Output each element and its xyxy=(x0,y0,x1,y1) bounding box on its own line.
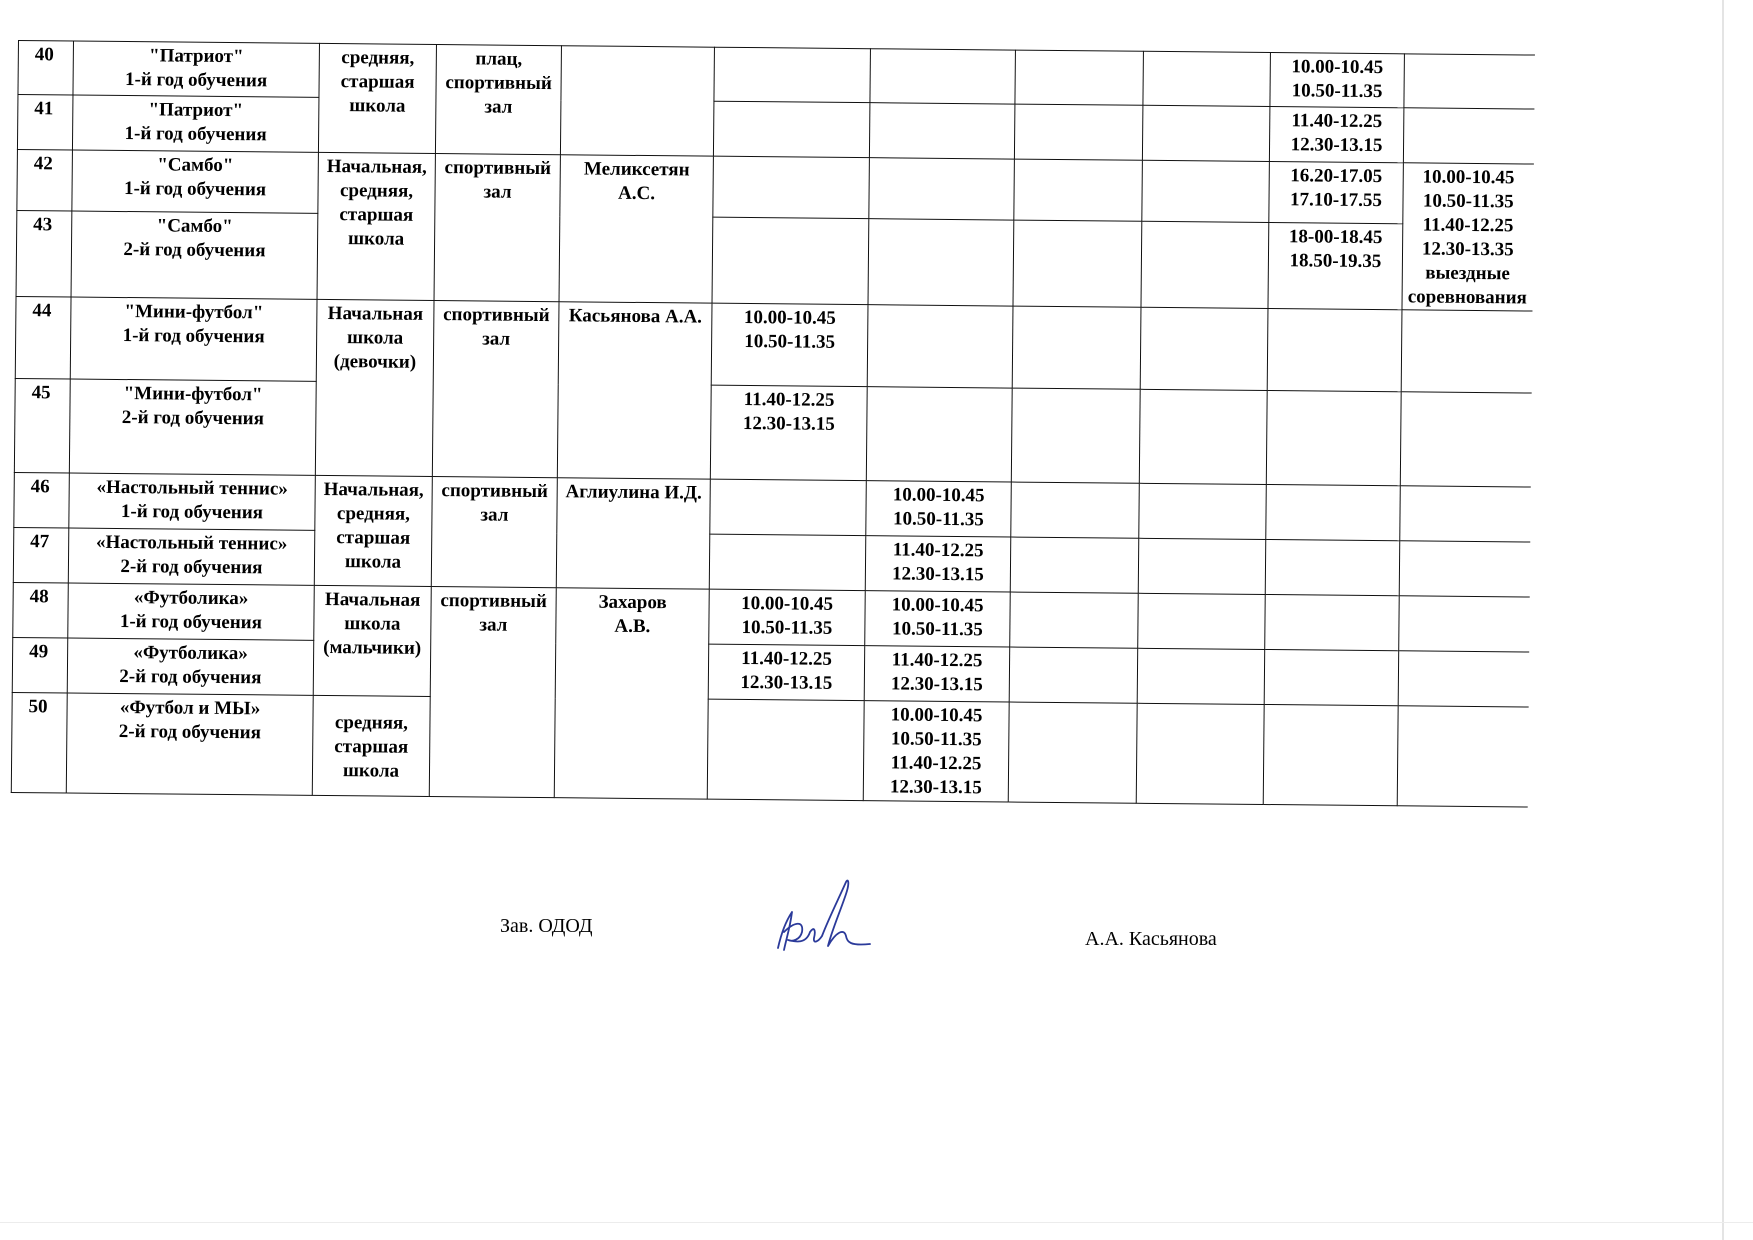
teacher: Касьянова А.А. xyxy=(557,302,712,479)
slot-mon: 11.40-12.25 12.30-13.15 xyxy=(708,644,865,700)
program-name: «Настольный теннис» 2-й год обучения xyxy=(68,528,315,585)
slot-wed xyxy=(1011,388,1140,483)
school-level: средняя, старшая школа xyxy=(312,695,430,796)
slot-sat xyxy=(1404,54,1535,109)
teacher: Захаров А.В. xyxy=(554,588,709,799)
slot-wed xyxy=(1011,482,1140,538)
signature-image xyxy=(770,870,880,960)
slot-thu xyxy=(1137,648,1265,704)
slot-thu xyxy=(1142,105,1270,161)
slot-fri xyxy=(1263,704,1398,805)
slot-sat xyxy=(1403,108,1534,164)
row-number: 44 xyxy=(15,296,71,379)
slot-tue xyxy=(866,387,1012,482)
slot-wed xyxy=(1008,702,1137,803)
slot-mon xyxy=(710,479,867,535)
slot-fri: 10.00-10.45 10.50-11.35 xyxy=(1270,53,1405,108)
slot-sat xyxy=(1399,541,1530,597)
slot-mon xyxy=(713,101,870,157)
school-level: Начальная, средняя, старшая школа xyxy=(314,475,432,586)
row-number: 43 xyxy=(16,211,72,297)
table-row xyxy=(16,211,1533,311)
schedule-table xyxy=(11,40,1535,808)
program-name: "Самбо" 2-й год обучения xyxy=(71,211,318,299)
slot-thu xyxy=(1143,51,1271,106)
slot-mon: 10.00-10.45 10.50-11.35 xyxy=(711,303,868,386)
location: спортивный зал xyxy=(429,586,556,797)
row-number: 50 xyxy=(11,692,67,793)
table-row xyxy=(15,296,1532,393)
slot-fri xyxy=(1264,649,1399,705)
slot-tue xyxy=(869,158,1015,221)
teacher: Меликсетян А.С. xyxy=(559,155,713,303)
signatory-name: А.А. Касьянова xyxy=(1085,928,1217,950)
slot-fri xyxy=(1266,391,1401,486)
slot-tue: 10.00-10.45 10.50-11.35 xyxy=(866,481,1012,537)
slot-fri xyxy=(1265,540,1400,596)
slot-fri xyxy=(1265,594,1400,650)
scan-bottom-edge xyxy=(0,1222,1753,1223)
slot-thu xyxy=(1136,703,1264,804)
slot-thu xyxy=(1139,483,1267,539)
row-number: 42 xyxy=(17,149,73,211)
slot-tue xyxy=(868,219,1014,306)
slot-mon: 11.40-12.25 12.30-13.15 xyxy=(710,385,867,480)
slot-wed xyxy=(1009,647,1138,703)
slot-tue: 11.40-12.25 12.30-13.15 xyxy=(864,646,1010,702)
slot-thu xyxy=(1139,389,1267,484)
slot-mon: 10.00-10.45 10.50-11.35 xyxy=(709,589,866,645)
row-number: 49 xyxy=(12,637,68,693)
location: спортивный зал xyxy=(434,154,560,302)
school-level: Начальная, средняя, старшая школа xyxy=(317,152,435,300)
table-row xyxy=(11,692,1528,807)
program-name: "Мини-футбол" 2-й год обучения xyxy=(69,379,316,475)
slot-tue: 10.00-10.45 10.50-11.35 11.40-12.25 12.30-13.15 xyxy=(863,701,1009,802)
slot-thu xyxy=(1140,307,1268,390)
row-number: 40 xyxy=(18,41,74,96)
position-title: Зав. ОДОД xyxy=(500,915,593,937)
slot-thu xyxy=(1138,538,1266,594)
slot-fri xyxy=(1266,485,1401,541)
slot-mon xyxy=(712,218,869,305)
slot-wed xyxy=(1010,592,1139,648)
slot-fri xyxy=(1267,309,1402,392)
program-name: «Футбол и МЫ» 2-й год обучения xyxy=(66,693,313,795)
slot-sat xyxy=(1400,486,1531,542)
slot-wed xyxy=(1015,50,1144,105)
program-name: "Патриот" 1-й год обучения xyxy=(73,41,320,97)
slot-thu xyxy=(1142,160,1270,223)
row-number: 47 xyxy=(13,527,69,583)
slot-thu xyxy=(1141,222,1269,309)
slot-sat xyxy=(1397,706,1528,807)
school-level: Начальная школа (мальчики) xyxy=(313,585,431,696)
table-row xyxy=(14,378,1531,487)
slot-tue xyxy=(869,103,1015,159)
program-name: «Настольный теннис» 1-й год обучения xyxy=(69,473,316,530)
slot-mon xyxy=(707,699,864,800)
slot-mon xyxy=(713,156,870,219)
teacher xyxy=(560,46,714,156)
slot-sat: 10.00-10.45 10.50-11.35 11.40-12.25 12.30-13.35 выездные соревнования xyxy=(1402,163,1533,311)
location: спортивный зал xyxy=(432,301,559,478)
program-name: «Футболика» 2-й год обучения xyxy=(67,638,314,695)
slot-sat xyxy=(1399,596,1530,652)
program-name: "Мини-футбол" 1-й год обучения xyxy=(70,297,317,381)
slot-wed xyxy=(1010,537,1139,593)
row-number: 46 xyxy=(14,472,70,528)
slot-wed xyxy=(1014,159,1143,222)
slot-tue xyxy=(867,305,1013,388)
location: плац, спортивный зал xyxy=(435,45,561,155)
slot-sat xyxy=(1401,310,1532,393)
slot-fri: 18-00-18.45 18.50-19.35 xyxy=(1268,223,1403,310)
program-name: "Патриот" 1-й год обучения xyxy=(72,95,319,152)
slot-mon xyxy=(709,534,866,590)
slot-mon xyxy=(714,47,871,102)
slot-sat xyxy=(1398,651,1529,707)
slot-tue xyxy=(870,49,1016,104)
location: спортивный зал xyxy=(431,476,557,587)
row-number: 48 xyxy=(13,582,69,638)
slot-sat xyxy=(1400,392,1531,487)
program-name: «Футболика» 1-й год обучения xyxy=(68,583,315,640)
signature-stroke xyxy=(778,881,870,951)
slot-fri: 16.20-17.05 17.10-17.55 xyxy=(1269,162,1404,225)
row-number: 41 xyxy=(17,95,73,151)
slot-fri: 11.40-12.25 12.30-13.15 xyxy=(1269,107,1404,163)
slot-tue: 10.00-10.45 10.50-11.35 xyxy=(865,591,1011,647)
slot-wed xyxy=(1013,220,1142,307)
school-level: Начальная школа (девочки) xyxy=(315,299,434,476)
row-number: 45 xyxy=(14,378,70,473)
slot-wed xyxy=(1012,306,1141,389)
slot-wed xyxy=(1014,104,1143,160)
slot-tue: 11.40-12.25 12.30-13.15 xyxy=(865,536,1011,592)
scan-edge xyxy=(1722,0,1724,1240)
teacher: Аглиулина И.Д. xyxy=(556,478,710,589)
slot-thu xyxy=(1138,593,1266,649)
program-name: "Самбо" 1-й год обучения xyxy=(72,150,319,214)
school-level: средняя, старшая школа xyxy=(318,43,436,153)
